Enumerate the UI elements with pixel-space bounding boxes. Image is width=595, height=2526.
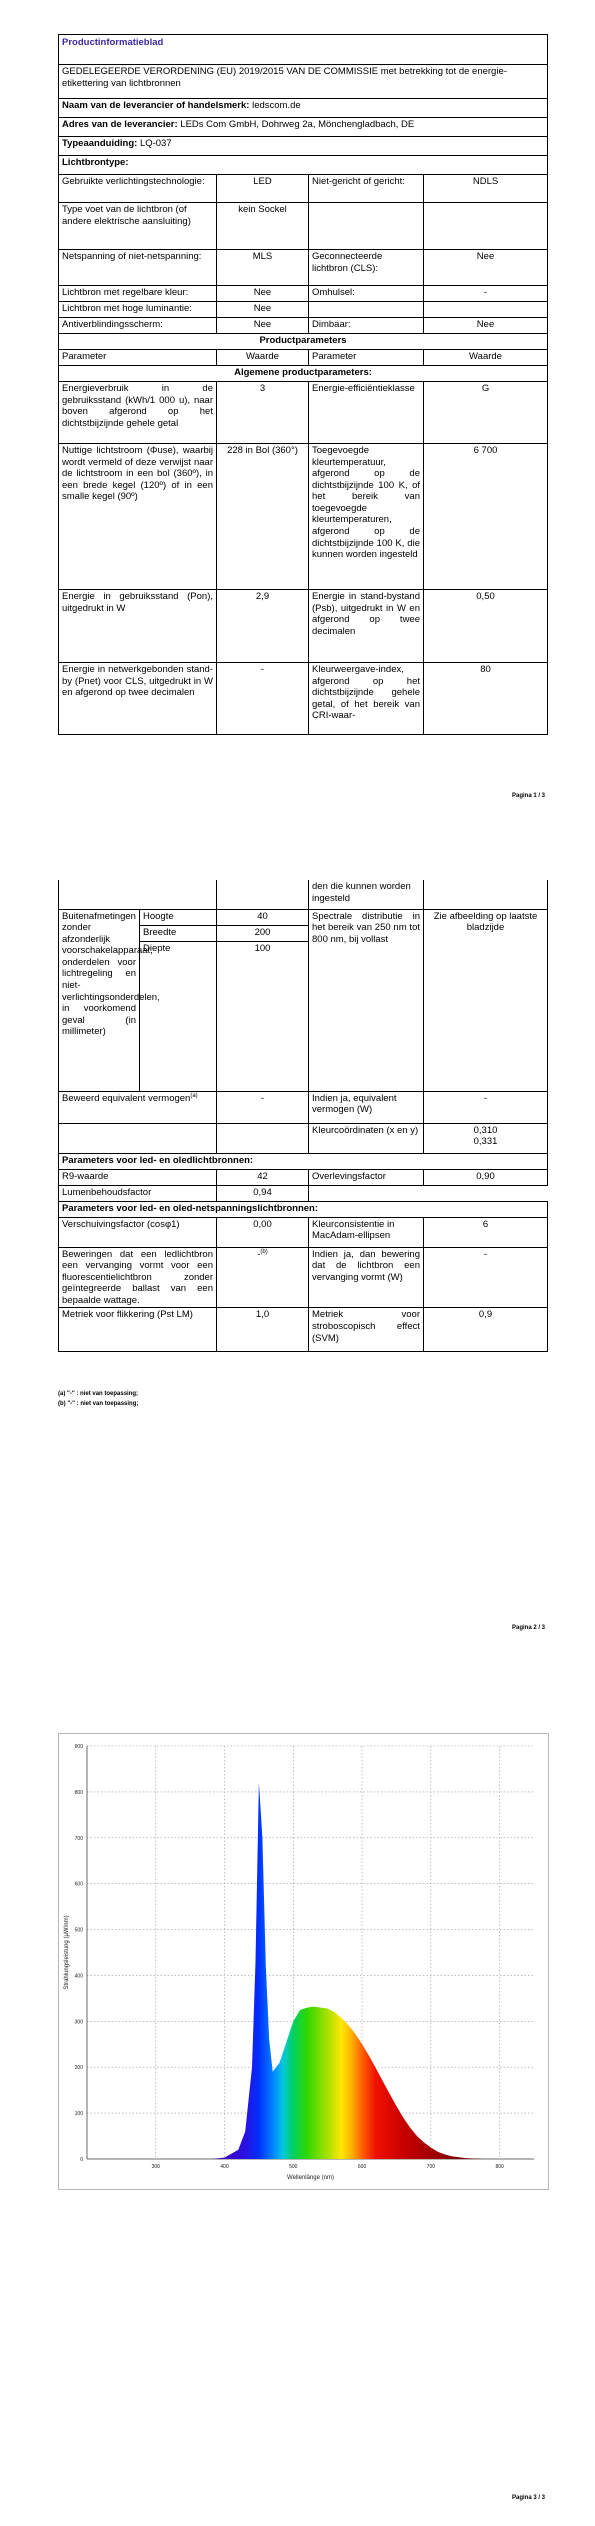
footnote-a: (a) "-" : niet van toepassing; <box>58 1391 139 1397</box>
y-tick-label: 900 <box>74 1744 83 1750</box>
column-header-value: Waarde <box>217 350 309 366</box>
regulation-text: GEDELEGEERDE VERORDENING (EU) 2019/2015 VAN DE COMMISSIE met betrekking tot de energie-etikettering van lichtbronnen <box>59 65 548 99</box>
cri-value: 80 <box>424 663 548 735</box>
on-mode-power-value: 2,9 <box>217 590 309 663</box>
y-tick-label: 200 <box>74 2065 83 2072</box>
mains-led-parameters-heading: Parameters voor led- en oled-netspanningslichtbronnen: <box>59 1201 548 1217</box>
general-parameters-heading: Algemene productparameters: <box>59 366 548 382</box>
page-number: Pagina 2 / 3 <box>511 1625 545 1631</box>
standby-power-label: Energie in stand-bystand (Psb), uitgedrukt in W en afgerond op twee decimalen <box>309 590 424 663</box>
envelope-label: Omhulsel: <box>309 286 424 302</box>
energy-consumption-label: Energieverbruik in de gebruiksstand (kWh/1 000 u), naar boven afgerond op het dichtstbijzijnde gehele getal <box>59 382 217 444</box>
stroboscopic-value: 0,9 <box>424 1308 548 1352</box>
cap-type-label: Type voet van de lichtbron (of andere elektrische aansluiting) <box>59 203 217 250</box>
y-tick-label: 400 <box>74 1973 83 1980</box>
column-header-value: Waarde <box>424 350 548 366</box>
empty-cell <box>424 880 548 909</box>
supplier-address-label: Adres van de leverancier: <box>62 119 178 130</box>
supplier-trademark-label: Naam van de leverancier of handelsmerk: <box>62 100 250 111</box>
technology-label: Gebruikte verlichtingstechnologie: <box>59 175 217 203</box>
cap-type-value: kein Sockel <box>217 203 309 250</box>
supplier-trademark-row <box>59 99 548 118</box>
on-mode-power-label: Energie in gebruiksstand (Pon), uitgedrukt in W <box>59 590 217 663</box>
x-tick-label: 300 <box>151 2164 160 2170</box>
flicker-value: 1,0 <box>217 1308 309 1352</box>
r9-label: R9-waarde <box>59 1169 217 1185</box>
replacement-claim-dash: - <box>257 1248 261 1260</box>
footnote-marker-b: (b) <box>260 1248 268 1255</box>
lumen-maintenance-value: 0,94 <box>217 1185 309 1201</box>
footnote-marker-a: (a) <box>190 1092 198 1099</box>
x-tick-label: 500 <box>289 2164 298 2170</box>
mains-label: Netspanning of niet-netspanning: <box>59 250 217 286</box>
empty-cell <box>309 203 424 250</box>
spectrum-area <box>211 1783 486 2159</box>
flicker-label: Metriek voor flikkering (Pst LM) <box>59 1308 217 1352</box>
light-source-type-heading: Lichtbrontype: <box>59 156 548 175</box>
envelope-value: - <box>424 286 548 302</box>
cls-value: Nee <box>424 250 548 286</box>
empty-cell <box>217 880 309 909</box>
led-parameters-heading: Parameters voor led- en oledlichtbronnen: <box>59 1153 548 1169</box>
y-tick-label: 300 <box>74 2019 83 2026</box>
depth-value: 100 <box>217 941 309 1091</box>
footnote-b: (b) "-" : niet van toepassing; <box>58 1400 139 1407</box>
chromaticity-label: Kleurcoördinaten (x en y) <box>309 1123 424 1153</box>
spectral-distribution-chart <box>58 1733 549 2190</box>
hlls-value: Nee <box>217 302 309 318</box>
depth-label: Diepte <box>140 941 217 1091</box>
chromaticity-x: 0,310 <box>473 1124 498 1136</box>
empty-cell <box>309 302 424 318</box>
spectral-distribution-label: Spectrale distributie in het bereik van 250 nm tot 800 nm, bij vollast <box>309 909 424 1091</box>
y-tick-label: 100 <box>74 2111 83 2118</box>
x-axis-label: Wellenlänge (nm) <box>287 2175 334 2181</box>
x-tick-label: 600 <box>357 2164 367 2170</box>
colour-temperature-value: 6 700 <box>424 444 548 590</box>
replacement-claim-label: Beweringen dat een ledlichtbron een vervanging vormt voor een fluorescentielichtbron zonder geïntegreerde ballast van een bepaalde wattage. <box>59 1247 217 1308</box>
model-row <box>59 137 548 156</box>
document-title: Productinformatieblad <box>59 35 548 65</box>
y-tick-label: 800 <box>74 1789 83 1796</box>
energy-class-label: Energie-efficiëntieklasse <box>309 382 424 444</box>
product-info-table-page-1 <box>58 34 548 735</box>
technology-value: LED <box>217 175 309 203</box>
cls-label: Geconnecteerde lichtbron (CLS): <box>309 250 424 286</box>
useful-flux-label: Nuttige lichtstroom (Φuse), waarbij wordt vermeld of deze verwijst naar de lichtstroom in een bol (360º), in een brede kegel (120º) of in een smalle kegel (90º) <box>59 444 217 590</box>
network-standby-value: - <box>217 663 309 735</box>
y-tick-label: 600 <box>74 1881 83 1888</box>
empty-cell <box>424 203 548 250</box>
page-number: Pagina 1 / 3 <box>511 793 545 799</box>
model-label: Typeaanduiding: <box>62 138 138 149</box>
directional-label: Niet-gericht of gericht: <box>309 175 424 203</box>
r9-value: 42 <box>217 1169 309 1185</box>
empty-cell <box>424 302 548 318</box>
energy-class-value: G <box>424 382 548 444</box>
equivalent-power-value: - <box>424 1091 548 1123</box>
displacement-factor-value: 0,00 <box>217 1217 309 1247</box>
page-1 <box>0 0 595 820</box>
chromaticity-y: 0,331 <box>473 1136 498 1148</box>
width-value: 200 <box>217 925 309 941</box>
colour-consistency-value: 6 <box>424 1217 548 1247</box>
spectrum-plot <box>59 1734 548 2189</box>
empty-cell <box>59 1123 217 1153</box>
antiglare-label: Antiverblindingsscherm: <box>59 318 217 334</box>
colour-temperature-label: Toegevoegde kleurtemperatuur, afgerond op de dichtstbijzijnde 100 K, of het bereik van toegevoegde kleurtemperaturen, afgerond op de dichtstbijzijnde 100 K, die kunnen worden ingesteld <box>309 444 424 590</box>
y-tick-label: 500 <box>74 1927 83 1934</box>
column-header-parameter: Parameter <box>59 350 217 366</box>
mains-value: MLS <box>217 250 309 286</box>
empty-cell <box>217 1123 309 1153</box>
equivalent-power-label: Indien ja, equivalent vermogen (W) <box>309 1091 424 1123</box>
stroboscopic-label: Metriek voor stroboscopisch effect (SVM) <box>309 1308 424 1352</box>
x-tick-label: 800 <box>495 2164 504 2170</box>
supplier-address-row <box>59 118 548 137</box>
equivalent-power-claim-text: Beweerd equivalent vermogen <box>62 1092 191 1104</box>
hlls-label: Lichtbron met hoge luminantie: <box>59 302 217 318</box>
cri-label-continued: den die kunnen worden ingesteld <box>309 880 424 909</box>
x-tick-label: 400 <box>220 2164 229 2170</box>
x-tick-label: 700 <box>426 2164 436 2170</box>
y-tick-label: 700 <box>74 1835 83 1842</box>
page-2 <box>0 880 595 1700</box>
network-standby-label: Energie in netwerkgebonden stand-by (Pnet) voor CLS, uitgedrukt in W en afgerond op twee decimalen <box>59 663 217 735</box>
displacement-factor-label: Verschuivingsfactor (cosφ1) <box>59 1217 217 1247</box>
colour-tunable-label: Lichtbron met regelbare kleur: <box>59 286 217 302</box>
replacement-yes-label: Indien ja, dan bewering dat de lichtbron een vervanging vormt (W) <box>309 1247 424 1308</box>
empty-cell <box>59 880 217 909</box>
equivalent-power-claim-label <box>59 1091 217 1123</box>
energy-consumption-value: 3 <box>217 382 309 444</box>
spectral-distribution-value: Zie afbeelding op laatste bladzijde <box>424 909 548 1091</box>
dimmable-value: Nee <box>424 318 548 334</box>
cri-label: Kleurweergave-index, afgerond op het dichtstbijzijnde gehele getal, of het bereik van CRI-waar- <box>309 663 424 735</box>
model-value: LQ-037 <box>139 138 172 149</box>
dimensions-label: Buitenafmetingen zonder afzonderlijk voorschakelapparaat, onderdelen voor lichtregeling en niet-verlichtingsonderdelen, in voorkomend geval (in millimeter) <box>59 909 140 1091</box>
page-number: Pagina 3 / 3 <box>511 2495 545 2501</box>
empty-cell <box>309 1185 548 1201</box>
equivalent-power-claim-value: - <box>217 1091 309 1123</box>
lumen-maintenance-label: Lumenbehoudsfactor <box>59 1185 217 1201</box>
height-value: 40 <box>217 909 309 925</box>
replacement-yes-value: - <box>424 1247 548 1308</box>
product-parameters-heading: Productparameters <box>59 334 548 350</box>
useful-flux-value: 228 in Bol (360°) <box>217 444 309 590</box>
directional-value: NDLS <box>424 175 548 203</box>
product-info-table-page-2 <box>58 880 548 1352</box>
y-axis-label: Strahlungsleistung (µW/nm) <box>64 1915 70 1990</box>
chromaticity-value <box>424 1123 548 1153</box>
colour-tunable-value: Nee <box>217 286 309 302</box>
column-header-parameter: Parameter <box>309 350 424 366</box>
standby-power-value: 0,50 <box>424 590 548 663</box>
replacement-claim-value <box>217 1247 309 1308</box>
colour-consistency-label: Kleurconsistentie in MacAdam-ellipsen <box>309 1217 424 1247</box>
dimmable-label: Dimbaar: <box>309 318 424 334</box>
height-label: Hoogte <box>140 909 217 925</box>
supplier-trademark-value: ledscom.de <box>252 100 301 111</box>
footnotes <box>58 1390 138 1409</box>
y-tick-label: 0 <box>80 2157 83 2163</box>
antiglare-value: Nee <box>217 318 309 334</box>
survival-factor-value: 0,90 <box>424 1169 548 1185</box>
width-label: Breedte <box>140 925 217 941</box>
supplier-address-value: LEDs Com GmbH, Dohrweg 2a, Mönchengladbach, DE <box>180 119 415 130</box>
survival-factor-label: Overlevingsfactor <box>309 1169 424 1185</box>
